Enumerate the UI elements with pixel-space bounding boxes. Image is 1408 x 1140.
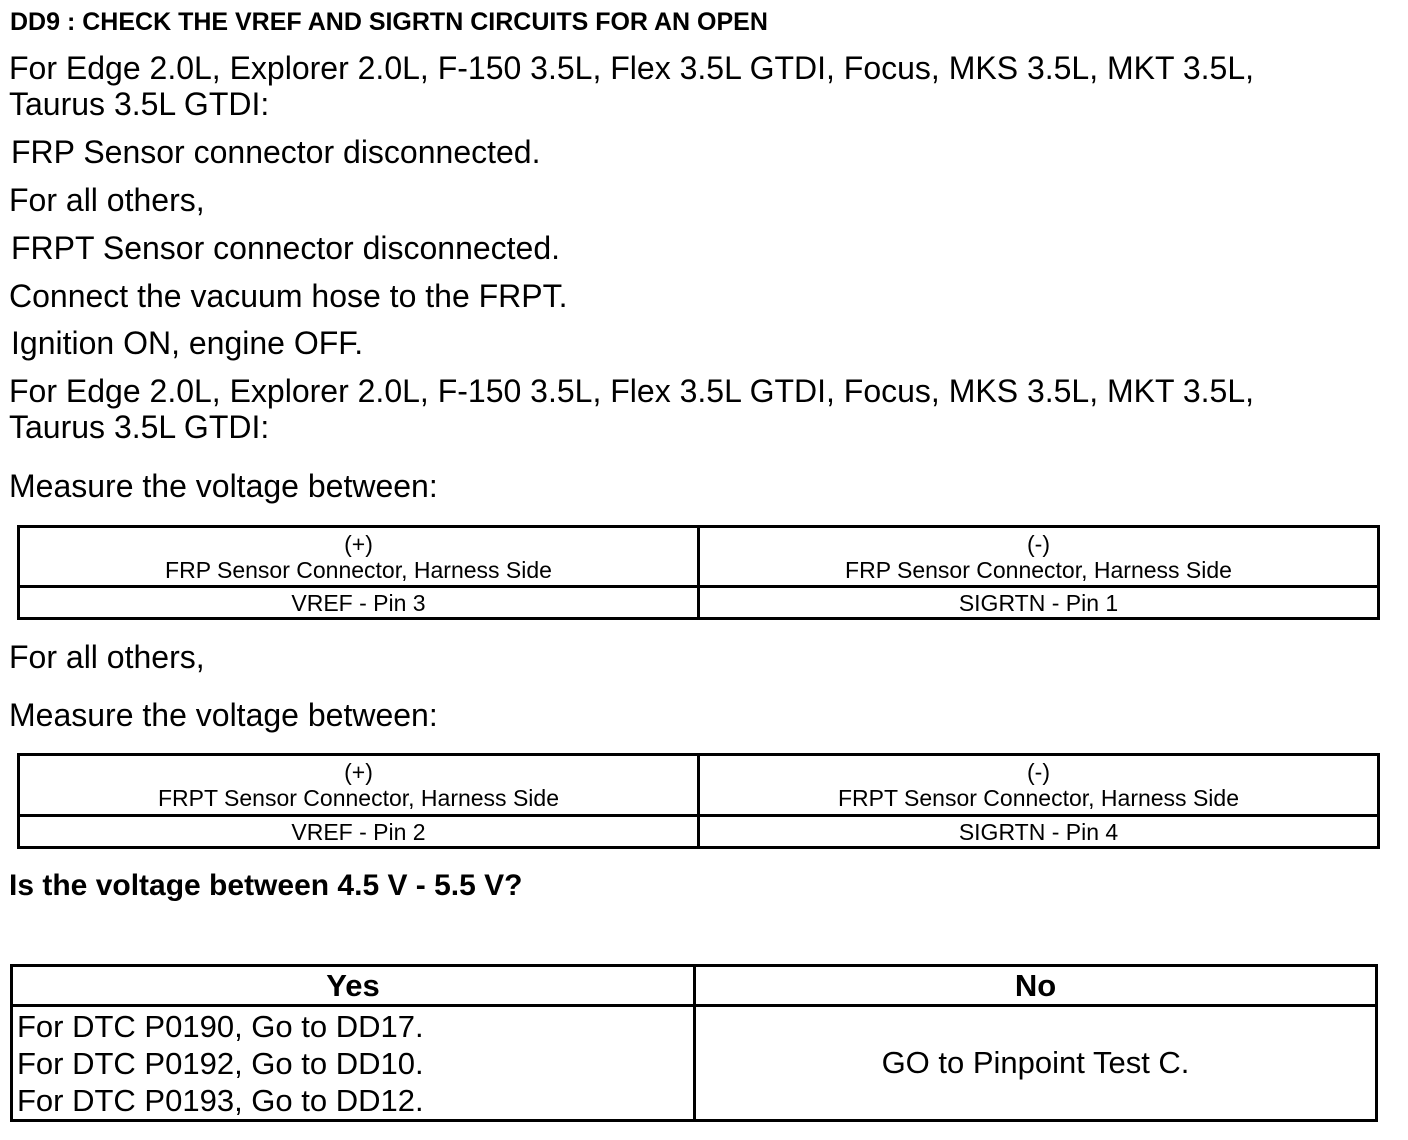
negative-lead-header <box>699 527 1379 587</box>
positive-connector-label: FRP Sensor Connector, Harness Side <box>165 556 552 583</box>
step-measure-2: Measure the voltage between: <box>9 697 438 733</box>
vehicle-list-1-line1: For Edge 2.0L, Explorer 2.0L, F-150 3.5L, Flex 3.5L GTDI, Focus, MKS 3.5L, MKT 3.5L, <box>9 50 1255 86</box>
negative-connector-label: FRPT Sensor Connector, Harness Side <box>838 785 1239 811</box>
positive-lead-header <box>19 755 699 816</box>
step-measure-1: Measure the voltage between: <box>9 468 438 504</box>
yes-header: Yes <box>12 966 695 1006</box>
yes-result-line: For DTC P0190, Go to DD17. <box>17 1008 424 1044</box>
negative-sign: (-) <box>1027 530 1050 557</box>
positive-pin-value: VREF - Pin 2 <box>19 816 699 848</box>
yes-result-line: For DTC P0193, Go to DD12. <box>17 1082 424 1118</box>
step-connect-vacuum: Connect the vacuum hose to the FRPT. <box>9 278 568 314</box>
yes-result-cell <box>12 1006 695 1121</box>
step-frp-disconnected: FRP Sensor connector disconnected. <box>11 134 541 170</box>
result-table <box>10 964 1378 1122</box>
no-result-cell: GO to Pinpoint Test C. <box>695 1006 1377 1121</box>
negative-pin-value: SIGRTN - Pin 4 <box>699 816 1379 848</box>
negative-sign: (-) <box>1027 759 1050 785</box>
positive-lead-header <box>19 527 699 587</box>
result-header-row <box>12 966 1377 1006</box>
step-for-all-others: For all others, <box>9 182 205 218</box>
vehicle-list-1 <box>9 50 1254 122</box>
measurement-table-frpt <box>17 753 1380 849</box>
negative-connector-label: FRP Sensor Connector, Harness Side <box>845 556 1232 583</box>
result-body-row <box>12 1006 1377 1121</box>
no-header: No <box>695 966 1377 1006</box>
negative-pin-value: SIGRTN - Pin 1 <box>699 587 1379 619</box>
measurement-table-value-row <box>19 816 1379 848</box>
measurement-table-header-row <box>19 755 1379 816</box>
voltage-question: Is the voltage between 4.5 V - 5.5 V? <box>9 869 523 902</box>
yes-result-line: For DTC P0192, Go to DD10. <box>17 1045 424 1081</box>
measurement-table-value-row <box>19 587 1379 619</box>
vehicle-list-2-line2: Taurus 3.5L GTDI: <box>9 409 270 445</box>
measurement-table-header-row <box>19 527 1379 587</box>
step-ignition: Ignition ON, engine OFF. <box>11 325 364 361</box>
vehicle-list-2-line1: For Edge 2.0L, Explorer 2.0L, F-150 3.5L, Flex 3.5L GTDI, Focus, MKS 3.5L, MKT 3.5L, <box>9 373 1255 409</box>
vehicle-list-1-line2: Taurus 3.5L GTDI: <box>9 86 270 122</box>
positive-pin-value: VREF - Pin 3 <box>19 587 699 619</box>
positive-sign: (+) <box>344 759 373 785</box>
positive-sign: (+) <box>344 530 373 557</box>
vehicle-list-2 <box>9 373 1254 445</box>
page-title: DD9 : CHECK THE VREF AND SIGRTN CIRCUITS FOR AN OPEN <box>10 8 768 36</box>
negative-lead-header <box>699 755 1379 816</box>
step-frpt-disconnected: FRPT Sensor connector disconnected. <box>11 230 561 266</box>
step-for-all-others-2: For all others, <box>9 639 205 675</box>
measurement-table-frp <box>17 525 1380 620</box>
positive-connector-label: FRPT Sensor Connector, Harness Side <box>158 785 559 811</box>
